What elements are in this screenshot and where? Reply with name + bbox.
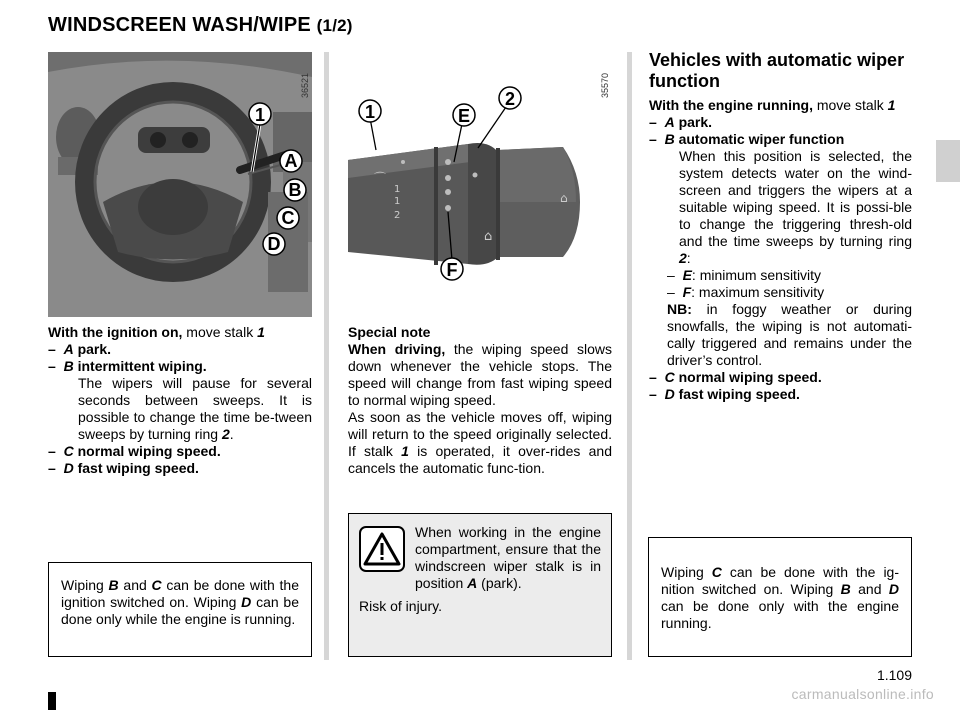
- list-item-c: – C normal wiping speed.: [48, 443, 221, 459]
- sensitivity-min: – E: minimum sensitivity: [667, 267, 822, 283]
- info-box-ignition: [48, 562, 312, 657]
- svg-text:1: 1: [394, 184, 401, 195]
- callout-label: 2: [504, 89, 516, 109]
- watermark: carmanualsonline.info: [791, 686, 934, 702]
- page-number: 1.109: [876, 667, 912, 683]
- column-1-text: [48, 324, 312, 477]
- callout-label: F: [446, 260, 458, 280]
- list-item-b-desc: The wipers will pause for several seconds between sweeps. It is possible to change the time be-tween sweeps by turning ring 2.: [78, 375, 312, 442]
- steering-wheel-illustration: [48, 52, 312, 317]
- warning-text: When working in the engine compartment, ensure that the windscreen wiper stalk is in position A (park).: [415, 524, 601, 591]
- callout-E: [453, 104, 475, 126]
- intro-paragraph: With the ignition on, move stalk 1: [48, 324, 265, 340]
- page-mark: [48, 692, 56, 710]
- page-title: WINDSCREEN WASH/WIPE (1/2): [48, 14, 353, 36]
- svg-text:⌂: ⌂: [560, 191, 568, 205]
- callout-label: A: [284, 151, 298, 171]
- figure-ref: 36521: [300, 72, 310, 98]
- callout-label: 1: [364, 102, 376, 122]
- list-item-d: – D fast wiping speed.: [48, 460, 199, 476]
- callout-D: [263, 233, 285, 255]
- callout-label: 1: [254, 105, 266, 125]
- info-box-text: Wiping B and C can be done with the ignition switched on. Wiping D can be done only while the engine is running.: [61, 577, 299, 627]
- list-item-b: – B automatic wiper function: [649, 131, 845, 147]
- intro-paragraph: With the engine running, move stalk 1: [649, 97, 896, 113]
- callout-label: E: [457, 106, 471, 126]
- list-item-b-desc: When this position is selected, the system detects water on the wind-screen and triggers the wipers at a suitable wiping speed. It is possi-ble to change the triggering thresh-old and the time sweeps by turning ring 2:: [679, 148, 912, 266]
- figure-callouts: [348, 52, 612, 317]
- list-item-c: – C normal wiping speed.: [649, 369, 822, 385]
- list-item-b: – B intermittent wiping.: [48, 358, 207, 374]
- list-item-a: – A park.: [48, 341, 112, 357]
- wiper-stalk-illustration: [348, 52, 612, 317]
- figure-ref: 35570: [600, 72, 610, 98]
- callout-label: B: [288, 180, 302, 200]
- list-item-a: – A park.: [649, 114, 713, 130]
- callout-F: [441, 258, 463, 280]
- callout-A: [280, 150, 302, 172]
- info-box-engine: [648, 537, 912, 657]
- page-title-part: (1/2): [316, 16, 353, 35]
- column-3-text: [649, 97, 912, 403]
- callout-B: [284, 179, 306, 201]
- special-note-paragraph-2: As soon as the vehicle moves off, wiping will return to the speed originally selected. If stalk 1 is operated, it over-rides and cancels the automatic func-tion.: [348, 409, 612, 476]
- warning-icon: [359, 526, 405, 572]
- figure-callouts: [48, 52, 312, 317]
- column-divider: [627, 52, 632, 660]
- svg-text:⌒: ⌒: [374, 171, 387, 185]
- svg-text:1: 1: [394, 196, 401, 207]
- svg-text:2: 2: [394, 210, 401, 221]
- special-note-title: Special note: [348, 324, 431, 340]
- callout-1: [359, 100, 381, 122]
- warning-box: [348, 513, 612, 657]
- svg-text:⌂: ⌂: [484, 229, 493, 244]
- column-2-text: [348, 324, 612, 477]
- info-box-text: Wiping C can be done with the ig-nition switched on. Wiping B and D can be done only with the engine running.: [661, 564, 899, 631]
- column-divider: [324, 52, 329, 660]
- chapter-tab: [936, 140, 960, 182]
- callout-1: [249, 103, 271, 172]
- warning-risk: Risk of injury.: [359, 598, 442, 614]
- list-item-d: – D fast wiping speed.: [649, 386, 800, 402]
- special-note-paragraph: When driving, the wiping speed slows down whenever the vehicle stops. The speed will change from fast wiping speed to normal wiping speed.: [348, 341, 612, 408]
- callout-label: C: [281, 208, 295, 228]
- sensitivity-max: – F: maximum sensitivity: [667, 284, 825, 300]
- callout-2: [499, 87, 521, 109]
- nb-paragraph: NB: in foggy weather or during snowfalls, the wiping is not automati-cally triggered and remains under the driver’s control.: [667, 301, 912, 368]
- callout-label: D: [267, 234, 281, 254]
- section-heading: Vehicles with automatic wiper function: [649, 50, 905, 91]
- callout-C: [277, 207, 299, 229]
